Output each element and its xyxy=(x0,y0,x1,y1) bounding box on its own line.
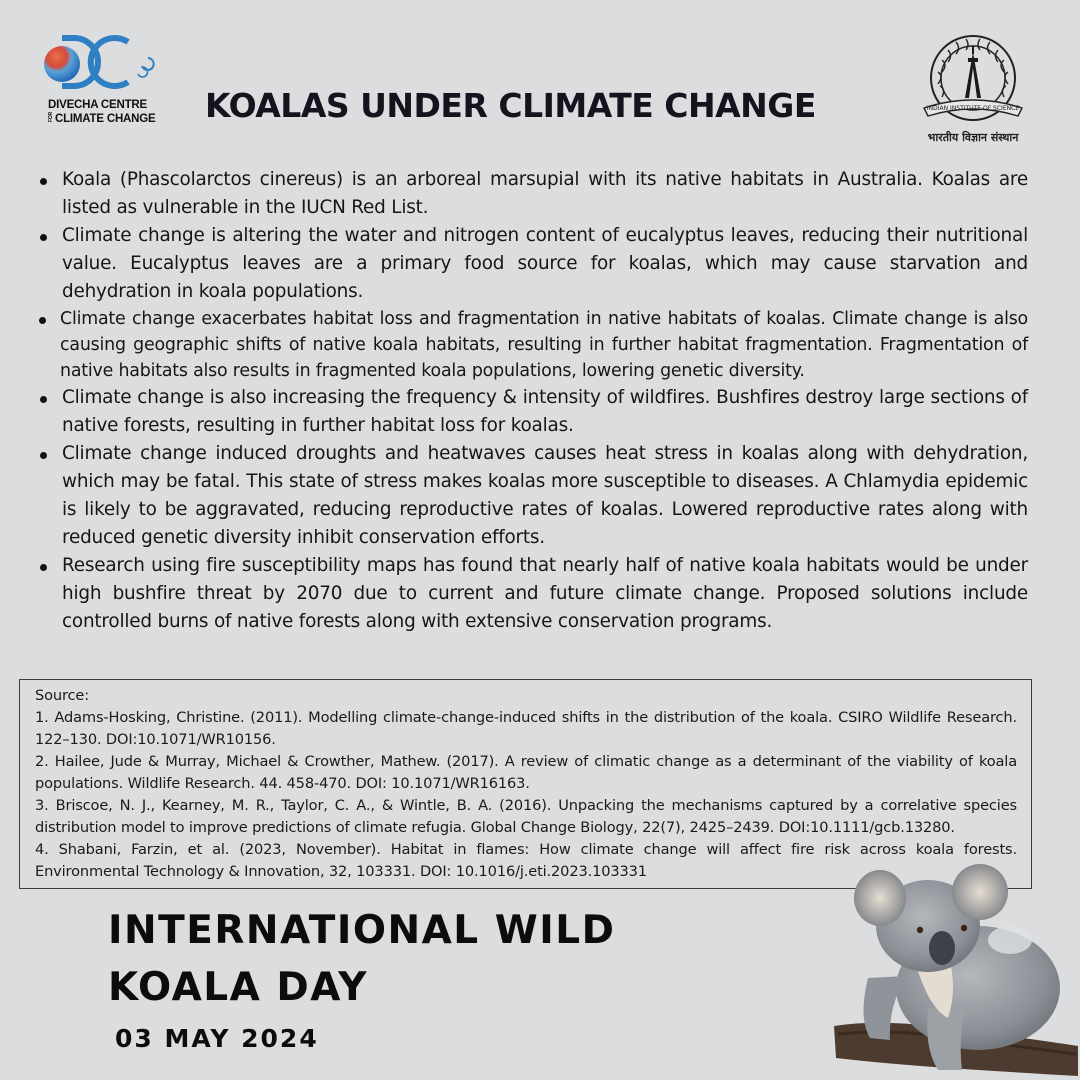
iisc-emblem-icon xyxy=(918,30,1028,130)
source-ref: 2. Hailee, Jude & Murray, Michael & Crowther, Mathew. (2017). A review of climatic change as a determinant of the viability of koala populations. Wildlife Research. 44. 458-470. DOI: 10.1071/WR16163. xyxy=(35,753,1017,792)
iisc-ribbon-text: INDIAN INSTITUTE OF SCIENCE xyxy=(926,105,1020,112)
koala-image xyxy=(828,858,1080,1080)
page-title: KOALAS UNDER CLIMATE CHANGE xyxy=(205,86,816,125)
fact-item: Koala (Phascolarctos cinereus) is an arboreal marsupial with its native habitats in Australia. Koalas are listed as vulnerable in the IUCN Red List. xyxy=(36,166,1028,222)
source-ref: 4. Shabani, Farzin, et al. (2023, November). Habitat in flames: How climate change will affect fire risk across koala forests. Environmental Technology & Innovation, 32, 103331. DOI: 10.1016/j.eti.2023.103331 xyxy=(35,841,1017,880)
fact-item: Climate change is also increasing the frequency & intensity of wildfires. Bushfires destroy large sections of native forests, resulting in further habitat loss for koalas. xyxy=(36,384,1028,440)
sources-heading: Source: xyxy=(35,687,89,704)
event-date: 03 MAY 2024 xyxy=(115,1024,319,1053)
org-name-line2: CLIMATE CHANGE xyxy=(55,113,156,126)
fact-item: Climate change exacerbates habitat loss and fragmentation in native habitats of koalas. Climate change is also causing geographic shifts of native koala habitats, resulting in further habitat fragmentation. Fragmentation of native habitats also results in fragmented koala populations, lowering genetic diversity. xyxy=(36,306,1028,384)
source-ref: 1. Adams-Hosking, Christine. (2011). Modelling climate-change-induced shifts in the distribution of the koala. CSIRO Wildlife Research. 122–130. DOI:10.1071/WR10156. xyxy=(35,709,1017,748)
divecha-centre-logo xyxy=(40,30,155,130)
org-name-line1: DIVECHA CENTRE xyxy=(48,99,148,111)
iisc-logo xyxy=(918,30,1028,148)
event-title xyxy=(108,902,616,1016)
event-title-line1: INTERNATIONAL WILD xyxy=(108,908,616,953)
fact-item: Research using fire susceptibility maps has found that nearly half of native koala habitats would be under high bushfire threat by 2070 due to current and future climate change. Proposed solutions include controlled burns of native forests along with extensive conservation programs. xyxy=(36,552,1028,636)
event-title-line2: KOALA DAY xyxy=(108,965,368,1010)
source-ref: 3. Briscoe, N. J., Kearney, M. R., Taylor, C. A., & Wintle, B. A. (2016). Unpacking the mechanisms captured by a correlative species distribution model to improve predictions of climate refugia. Global Change Biology, 22(7), 2425–2439. DOI:10.1111/gcb.13280. xyxy=(35,797,1017,836)
org-name-for: FOR xyxy=(48,112,54,122)
fact-item: Climate change induced droughts and heatwaves causes heat stress in koalas along with dehydration, which may be fatal. This state of stress makes koalas more susceptible to diseases. A Chlamydia epidemic is likely to be aggravated, reducing reproductive rates of koalas. Lowered reproductive rates along with reduced genetic diversity inhibit conservation efforts. xyxy=(36,440,1028,552)
dcc-logo-icon xyxy=(40,30,155,92)
iisc-hindi-name: भारतीय विज्ञान संस्थान xyxy=(927,131,1019,144)
org-name xyxy=(48,98,155,126)
fact-list xyxy=(36,166,1028,636)
fact-item: Climate change is altering the water and nitrogen content of eucalyptus leaves, reducing their nutritional value. Eucalyptus leaves are a primary food source for koalas, which may cause starvation and dehydration in koala populations. xyxy=(36,222,1028,306)
